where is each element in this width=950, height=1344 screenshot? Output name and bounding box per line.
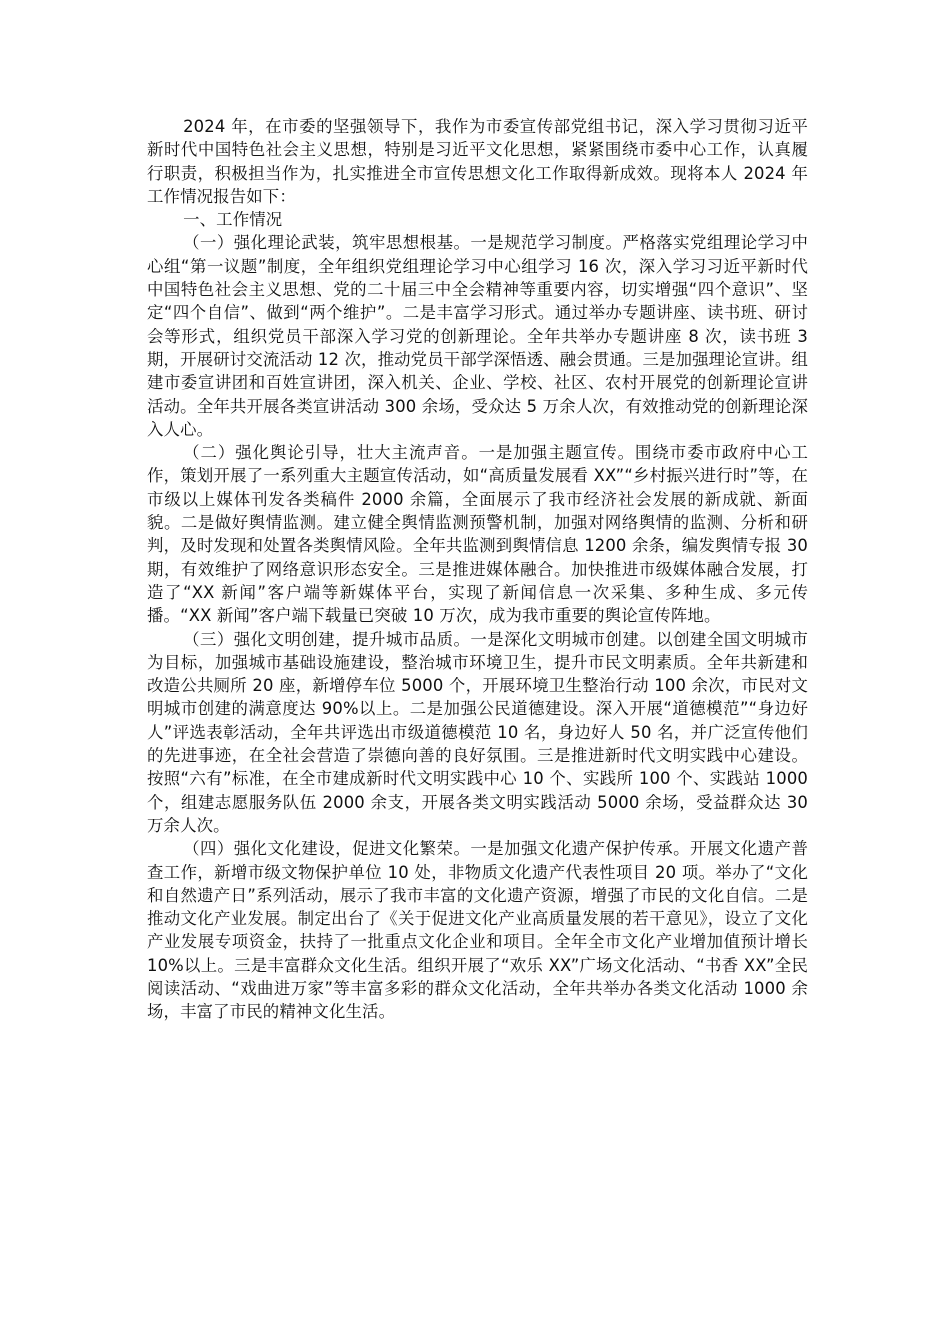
paragraph-public-opinion: （二）强化舆论引导，壮大主流声音。一是加强主题宣传。围绕市委市政府中心工作，策划开展了一系列重大主题宣传活动，如“高质量发展看 XX”“乡村振兴进行时”等，在市级以上媒体刊发各类稿件 2000 余篇，全面展示了我市经济社会发展的新成就、新面貌。二是做好舆情监测。建立健全舆情监测预警机制，加强对网络舆情的监测、分析和研判，及时发现和处置各类舆情风险。全年共监测到舆情信息 1200 余条，编发舆情专报 30 期，有效维护了网络意识形态安全。三是推进媒体融合。加快推进市级媒体融合发展，打造了“XX 新闻”客户端等新媒体平台，实现了新闻信息一次采集、多种生成、多元传播。“XX 新闻”客户端下载量已突破 10 万次，成为我市重要的舆论宣传阵地。	[147, 443, 808, 626]
paragraph-civilization: （三）强化文明创建，提升城市品质。一是深化文明城市创建。以创建全国文明城市为目标，加强城市基础设施建设，整治城市环境卫生，提升市民文明素质。全年共新建和改造公共厕所 20 座，新增停车位 5000 个，开展环境卫生整治行动 100 余次，市民对文明城市创建的满意度达 90%以上。二是加强公民道德建设。深入开展“道德模范”“身边好人”评选表彰活动，全年共评选出市级道德模范 10 名，身边好人 50 名，并广泛宣传他们的先进事迹，在全社会营造了崇德向善的良好氛围。三是推进新时代文明实践中心建设。按照“六有”标准，在全市建成新时代文明实践中心 10 个、实践所 100 个、实践站 1000 个，组建志愿服务队伍 2000 余支，开展各类文明实践活动 5000 余场，受益群众达 30 万余人次。	[147, 629, 808, 835]
document-body	[147, 115, 808, 1024]
section-heading: 一、工作情况	[183, 210, 283, 230]
paragraph-culture: （四）强化文化建设，促进文化繁荣。一是加强文化遗产保护传承。开展文化遗产普查工作，新增市级文物保护单位 10 处，非物质文化遗产代表性项目 20 项。举办了“文化和自然遗产日”系列活动，展示了我市丰富的文化遗产资源，增强了市民的文化自信。二是推动文化产业发展。制定出台了《关于促进文化产业高质量发展的若干意见》，设立了文化产业发展专项资金，扶持了一批重点文化企业和项目。全年全市文化产业增加值预计增长 10%以上。三是丰富群众文化生活。组织开展了“欢乐 XX”广场文化活动、“书香 XX”全民阅读活动、“戏曲进万家”等丰富多彩的群众文化活动，全年共举办各类文化活动 1000 余场，丰富了市民的精神文化生活。	[147, 839, 808, 1022]
paragraph-theory: （一）强化理论武装，筑牢思想根基。一是规范学习制度。严格落实党组理论学习中心组“第一议题”制度，全年组织党组理论学习中心组学习 16 次，深入学习习近平新时代中国特色社会主义思想、党的二十届三中全会精神等重要内容，切实增强“四个意识”、坚定“四个自信”、做到“两个维护”。二是丰富学习形式。通过举办专题讲座、读书班、研讨会等形式，组织党员干部深入学习党的创新理论。全年共举办专题讲座 8 次，读书班 3 期，开展研讨交流活动 12 次，推动党员干部学深悟透、融会贯通。三是加强理论宣讲。组建市委宣讲团和百姓宣讲团，深入机关、企业、学校、社区、农村开展党的创新理论宣讲活动。全年共开展各类宣讲活动 300 余场，受众达 5 万余人次，有效推动党的创新理论深入人心。	[147, 233, 808, 439]
intro-paragraph: 2024 年，在市委的坚强领导下，我作为市委宣传部党组书记，深入学习贯彻习近平新时代中国特色社会主义思想，特别是习近平文化思想，紧紧围绕市委中心工作，认真履行职责，积极担当作为，扎实推进全市宣传思想文化工作取得新成效。现将本人 2024 年工作情况报告如下：	[147, 117, 808, 206]
